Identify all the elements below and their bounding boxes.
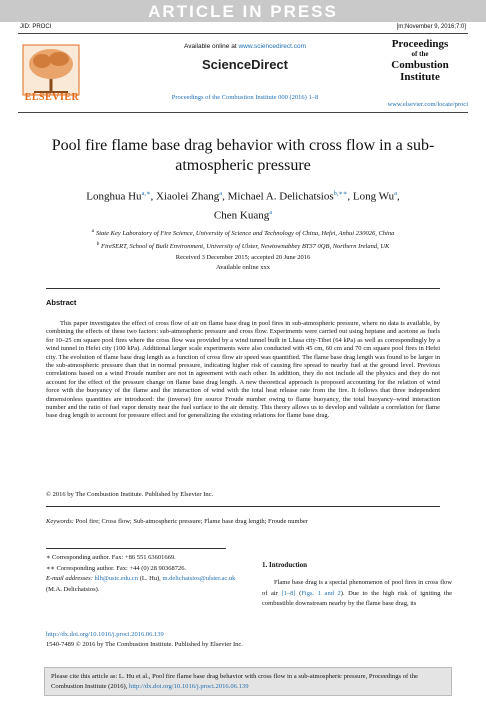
intro-text-part: (	[295, 589, 302, 597]
citation-box	[44, 667, 452, 696]
author-separator: ,	[222, 190, 228, 203]
author-name: Xiaolei Zhang	[156, 190, 220, 203]
affiliation-a-mark: a	[91, 228, 95, 234]
article-in-press-banner: ARTICLE IN PRESS	[0, 0, 486, 22]
article-title: Pool fire flame base drag behavior with cross flow in a sub-atmospheric pressure	[51, 137, 435, 174]
author-separator: ,	[150, 190, 156, 203]
sciencedirect-link[interactable]: www.sciencedirect.com	[238, 43, 306, 50]
abstract-top-rule	[46, 288, 440, 289]
email-link-delichatsios[interactable]: m.delichatsios@ulster.ac.uk	[162, 575, 236, 582]
issn-line: 1540-7489 © 2016 by The Combustion Institute. Published by Elsevier Inc.	[46, 641, 243, 648]
abstract-text: This paper investigates the effect of cross flow of air on flame base drag in pool fires in sub-atmospheric pressure, where no data is available, by combining the effects of these two factors: sub-atmospheric pressure and cross flow. Experiments were carried out using heptane and acetone as fuels for 10–25 cm square pool fires where the cross flow was provided by a wind tunnel built in Lhasa city-Tibet (64 kPa) as well as correspondingly by a wind tunnel in Hefei city (100 kPa). Additional larger scale experiments were also conducted with 45 cm, 60 cm and 70 cm square pool fires in Hefei city. The evolution of flame base drag length as a function of cross flow air speed was quantified. The flame base drag length was found to be larger in the sub-atmospheric pressure than that in normal pressure, indicating higher risk of causing fire spread to nearby fuel at the ground level. Previous correlations based on a wind Froude number are not in agreement with each other. In addition, they do not include all the physics and they do not account for the effect of the pressure change on flame base drag length. A new theoretical approach is proposed accounting for the relation of wind force with the buoyancy of the flame and the interaction of wind with the total heat release rate from the fire. It follows that three independent dimensionless quantities are introduced: the (inverse) fire source Froude number owing to flame buoyancy, the total buoyancy–wind interaction number and the ratio of fuel vapor density near the fuel surface to the air density. This theory allows us to develop and validate a correlation for flame base drag length to account for pressure effect and for generalizing the existing relations for flame base drag.	[46, 320, 440, 420]
article-dates	[40, 253, 446, 273]
author-affiliation-mark[interactable]: a	[269, 208, 273, 216]
header-rule	[18, 33, 468, 34]
masthead-rule	[18, 112, 468, 113]
author-name: Chen Kuang	[213, 209, 270, 222]
introduction-text	[262, 578, 452, 610]
author-affiliation-mark[interactable]: b,∗∗	[333, 190, 348, 197]
proc-logo-line2: of the	[411, 50, 429, 58]
available-online-date: Available online xxx	[215, 264, 271, 271]
author-separator: ,	[347, 190, 353, 203]
email-link-hu[interactable]: hlh@ustc.edu.cn	[94, 575, 139, 582]
affiliation-a: State Key Laboratory of Fire Science, University of Science and Technology of China, Hefei, Anhui 230026, China	[95, 230, 395, 238]
footnote-rule	[46, 548, 226, 549]
email-owner-delichatsios: (M.A. Delichatsios).	[46, 585, 100, 593]
proc-logo-line4: Institute	[400, 71, 440, 83]
keywords-line	[46, 518, 440, 525]
author-name: Long Wu	[352, 190, 395, 203]
keywords-label: Keywords:	[46, 518, 74, 525]
abstract-heading: Abstract	[46, 298, 77, 307]
journal-citation-line[interactable]: Proceedings of the Combustion Institute 000 (2016) 1–8	[171, 94, 319, 101]
email-owner-hu: (L. Hu),	[138, 575, 161, 582]
author-separator: ,	[396, 190, 400, 203]
elsevier-wordmark: ELSEVIER	[24, 92, 80, 103]
affiliations	[40, 226, 446, 252]
email-label: E-mail addresses:	[46, 575, 93, 582]
affiliation-b: FireSERT, School of Built Environment, University of Ulster, Newtownabbey BT37 0QB, Northern Ireland, UK	[100, 243, 390, 251]
footnote-corresponding-1: ∗ Corresponding author. Fax: +86 551 63601669.	[46, 554, 176, 561]
received-accepted-date: Received 3 December 2015; accepted 20 June 2016	[175, 254, 311, 261]
figure-link[interactable]: Figs. 1 and 2	[301, 589, 341, 597]
footnotes	[46, 553, 246, 595]
affiliation-b-mark: b	[96, 241, 100, 248]
citation-text: Please cite this article as: L. Hu et al., Pool fire flame base drag behavior with cross flow in a sub-atmospheric pressure, Proceedings of the Combustion Institute (2016),	[51, 673, 418, 690]
available-prefix: Available online at	[183, 43, 239, 50]
author-affiliation-mark[interactable]: a	[219, 190, 223, 197]
author-list	[30, 186, 456, 223]
citation-doi-link[interactable]: http://dx.doi.org/10.1016/j.proci.2016.06.139	[129, 682, 249, 690]
available-online-line	[140, 43, 350, 50]
journal-id: JID: PROCI	[20, 24, 52, 30]
proceedings-logo	[372, 38, 468, 83]
author-name: Michael A. Delichatsios	[227, 190, 334, 203]
elsevier-tree-logo	[22, 40, 80, 100]
footnote-corresponding-2: ∗∗ Corresponding author. Fax: +44 (0) 28 90368726.	[46, 564, 187, 572]
introduction-heading: 1. Introduction	[262, 561, 307, 569]
doi-link[interactable]: http://dx.doi.org/10.1016/j.proci.2016.06.139	[46, 631, 164, 638]
document-reference: [m;November 9, 2016;7:0]	[396, 24, 466, 30]
footnote-emails	[46, 574, 246, 595]
author-affiliation-mark[interactable]: a	[394, 190, 397, 197]
proc-logo-line3: Combustion	[391, 59, 449, 71]
abstract-bottom-rule	[46, 506, 440, 507]
abstract-copyright: © 2016 by The Combustion Institute. Published by Elsevier Inc.	[46, 491, 214, 498]
keywords-text: Pool fire; Cross flow; Sub-atmospheric pressure; Flame base drag length; Froude number	[75, 518, 308, 525]
author-name: Longhua Hu	[86, 190, 142, 203]
proc-logo-line1: Proceedings	[391, 38, 449, 50]
author-affiliation-mark[interactable]: a,∗	[141, 190, 151, 197]
sciencedirect-logo: ScienceDirect	[202, 57, 288, 72]
intro-text-part: ). Due to the high risk of igniting the combustible downstream nearby by the flame base drag, its	[262, 589, 452, 607]
intro-text-part: Flame base drag is a special phenomenon of pool fires in cross flow of air	[262, 579, 452, 597]
reference-link[interactable]: [1–8]	[281, 589, 296, 597]
journal-homepage-link[interactable]: www.elsevier.com/locate/proci	[387, 101, 468, 108]
